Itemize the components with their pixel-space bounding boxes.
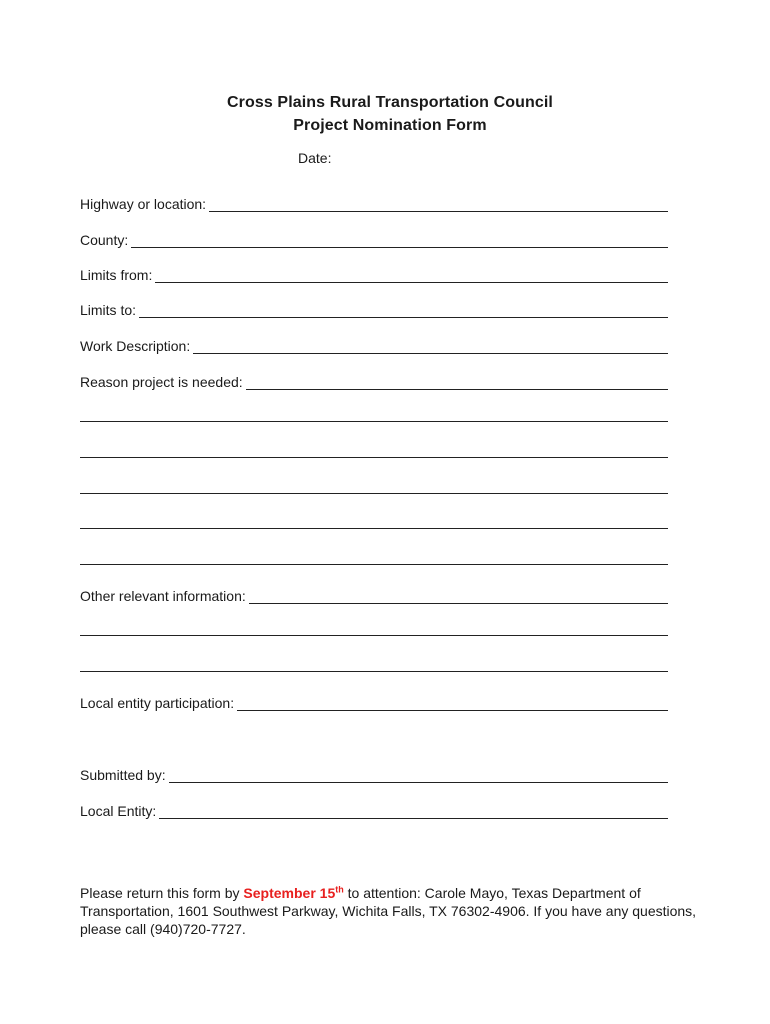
limits-from-input[interactable]: [155, 267, 668, 283]
county-field-row: [80, 228, 668, 248]
reason-continuation-line-5[interactable]: [80, 550, 668, 565]
reason-label: Reason project is needed:: [80, 374, 243, 390]
reason-input[interactable]: [246, 374, 668, 390]
submitted-by-label: Submitted by:: [80, 767, 166, 783]
return-instructions-rest: to attention: Carole Mayo, Texas Department of Transportation, 1601 Southwest Parkway, Wichita Falls, TX 76302-4906. If you have any questions, please call (940)720-7727.: [80, 885, 697, 937]
deadline-date: [243, 885, 343, 901]
work-description-input[interactable]: [193, 338, 668, 354]
reason-continuation-line-2[interactable]: [80, 443, 668, 458]
date-label: Date:: [298, 150, 332, 166]
reason-continuation-line-3[interactable]: [80, 479, 668, 494]
deadline-date-text: September 15: [243, 885, 336, 901]
other-info-label: Other relevant information:: [80, 588, 246, 604]
form-title: Cross Plains Rural Transportation Council: [227, 94, 553, 111]
return-instructions-lead: Please return this form by: [80, 885, 244, 901]
limits-to-label: Limits to:: [80, 302, 137, 318]
reason-continuation-line-1[interactable]: [80, 407, 668, 422]
return-instructions: [80, 884, 700, 938]
local-entity-input[interactable]: [159, 803, 668, 819]
submitted-by-field-row: [80, 763, 668, 783]
county-label: County:: [80, 232, 129, 248]
highway-input[interactable]: [209, 196, 668, 212]
limits-to-field-row: [80, 298, 668, 318]
limits-from-label: Limits from:: [80, 267, 153, 283]
form-subtitle: Project Nomination Form: [293, 117, 487, 134]
other-info-input[interactable]: [249, 588, 668, 604]
reason-continuation-line-4[interactable]: [80, 514, 668, 529]
local-participation-input[interactable]: [237, 695, 668, 711]
highway-field-row: [80, 192, 668, 212]
deadline-date-suffix: th: [335, 884, 344, 895]
work-description-label: Work Description:: [80, 338, 191, 354]
highway-label: Highway or location:: [80, 196, 207, 212]
reason-field-row: [80, 370, 668, 390]
local-participation-label: Local entity participation:: [80, 695, 235, 711]
other-info-continuation-line-2[interactable]: [80, 657, 668, 672]
other-info-continuation-line-1[interactable]: [80, 621, 668, 636]
local-entity-field-row: [80, 799, 668, 819]
other-info-field-row: [80, 584, 668, 604]
submitted-by-input[interactable]: [169, 767, 668, 783]
county-input[interactable]: [131, 232, 668, 248]
limits-from-field-row: [80, 263, 668, 283]
limits-to-input[interactable]: [139, 302, 668, 318]
local-entity-label: Local Entity:: [80, 803, 157, 819]
local-participation-field-row: [80, 691, 668, 711]
work-description-field-row: [80, 334, 668, 354]
